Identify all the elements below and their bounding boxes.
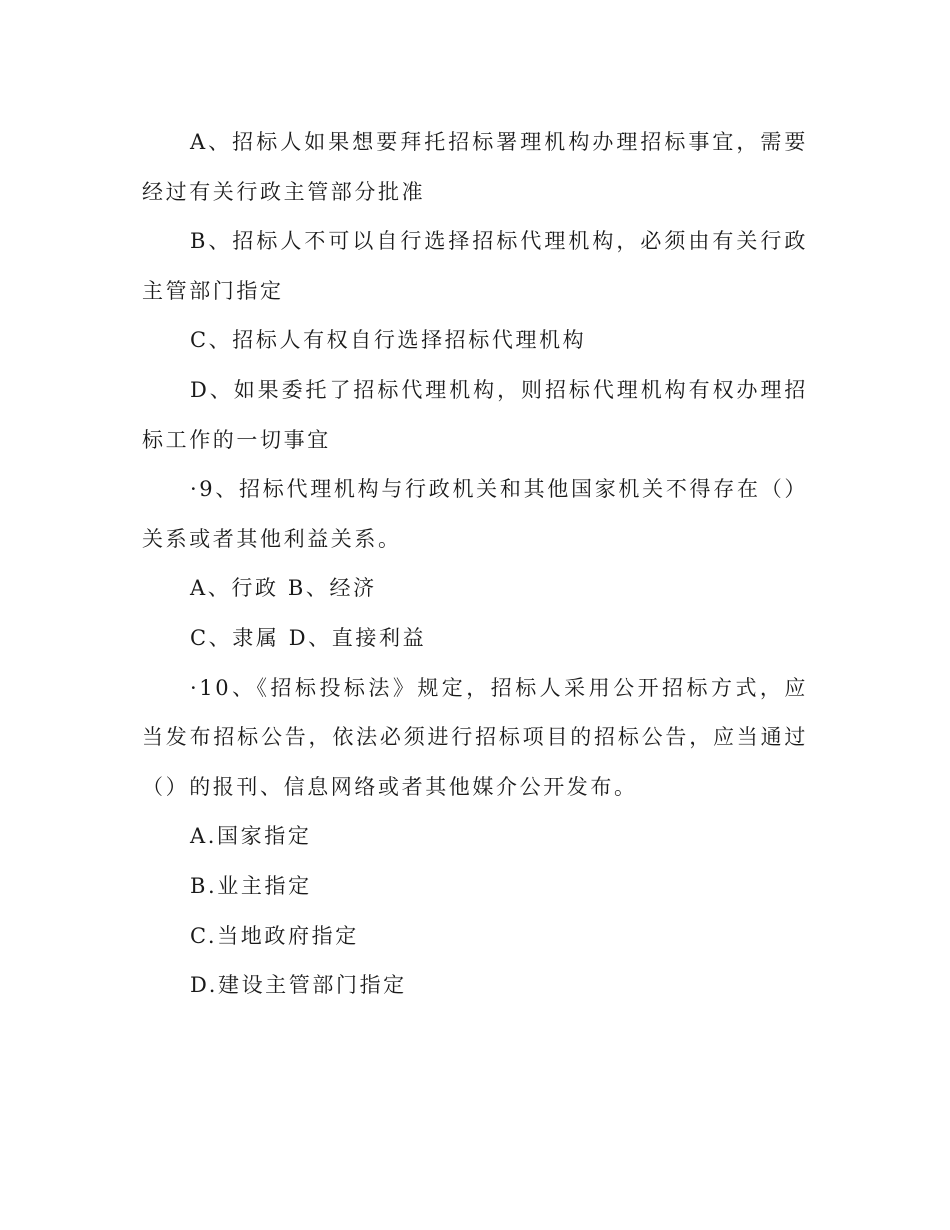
option-c-q10: C.当地政府指定 [190, 923, 359, 948]
option-a-q8: A、招标人如果想要拜托招标署理机构办理招标事宜，需要经过有关行政主管部分批准 [142, 130, 808, 204]
option-d-q8: D、如果委托了招标代理机构，则招标代理机构有权办理招标工作的一切事宜 [142, 377, 808, 452]
option-b-q8: B、招标人不可以自行选择招标代理机构，必须由有关行政主管部门指定 [142, 229, 808, 303]
question-9: ·9、招标代理机构与行政机关和其他国家机关不得存在（）关系或者其他利益关系。 [142, 477, 808, 551]
document-body [142, 118, 808, 1011]
option-b-q10: B.业主指定 [190, 873, 312, 898]
option-d-q10: D.建设主管部门指定 [190, 973, 407, 998]
option-a-q10: A.国家指定 [190, 824, 312, 849]
option-c-q8: C、招标人有权自行选择招标代理机构 [190, 328, 587, 353]
options-ab-q9: A、行政 B、经济 [190, 576, 377, 601]
question-10: ·10、《招标投标法》规定，招标人采用公开招标方式，应当发布招标公告，依法必须进行招标项目的招标公告，应当通过（）的报刊、信息网络或者其他媒介公开发布。 [142, 675, 808, 799]
options-cd-q9: C、隶属 D、直接利益 [190, 625, 427, 650]
